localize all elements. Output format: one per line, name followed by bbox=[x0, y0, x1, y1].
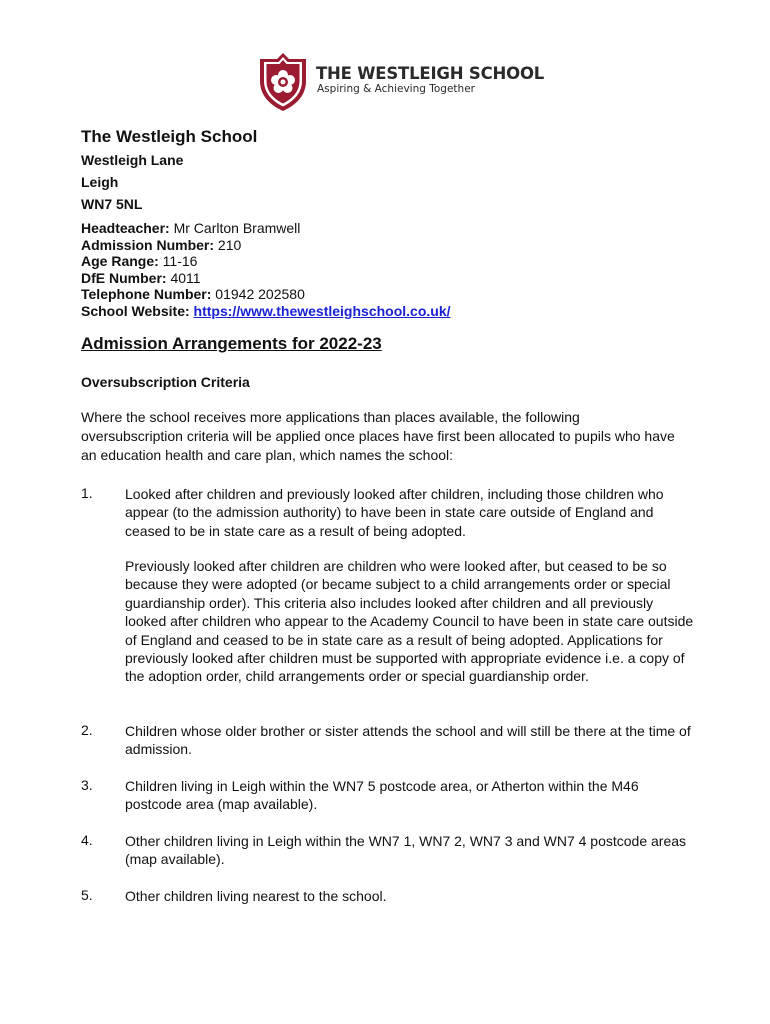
intro-paragraph: Where the school receives more applications than places available, the following oversubscription criteria will be applied once places have first been allocated to pupils who have an education health and care plan, which names the school: bbox=[81, 409, 675, 463]
website-label: School Website: bbox=[81, 302, 190, 319]
school-title: The Westleigh School bbox=[81, 127, 258, 146]
criterion-text: Children whose older brother or sister attends the school and will still be there at the time of admission. bbox=[125, 723, 691, 758]
school-logo bbox=[256, 51, 545, 113]
headteacher-label: Headteacher: bbox=[81, 220, 170, 236]
criterion-number: 1. bbox=[81, 485, 93, 501]
age-range-row bbox=[81, 253, 451, 270]
arrangements-title: Admission Arrangements for 2022-23 bbox=[81, 334, 382, 353]
criterion-text: Children living in Leigh within the WN7 5 postcode area, or Atherton within the M46 postcode area (map available). bbox=[125, 778, 639, 813]
headteacher-row bbox=[81, 220, 451, 237]
oversubscription-heading: Oversubscription Criteria bbox=[81, 374, 250, 390]
headteacher-value: Mr Carlton Bramwell bbox=[169, 220, 301, 236]
criterion-text: Other children living nearest to the school. bbox=[125, 888, 387, 904]
website-row bbox=[81, 303, 451, 320]
school-details bbox=[81, 220, 451, 319]
admission-number-label: Admission Number: bbox=[81, 236, 215, 253]
school-crest-icon bbox=[256, 51, 310, 113]
address-line-town: Leigh bbox=[81, 174, 119, 190]
logo-school-name: THE WESTLEIGH SCHOOL bbox=[316, 64, 545, 83]
criterion-number: 2. bbox=[81, 722, 93, 738]
criterion-text: Other children living in Leigh within the WN7 1, WN7 2, WN7 3 and WN7 4 postcode areas (map available). bbox=[125, 833, 687, 868]
telephone-row bbox=[81, 286, 451, 303]
criterion-number: 4. bbox=[81, 832, 93, 848]
dfe-number-label: DfE Number: bbox=[81, 269, 167, 286]
dfe-number-value: 4011 bbox=[166, 269, 201, 286]
criterion-extra-text: Previously looked after children are children who were looked after, but ceased to be so because they were adopted (or became subject to a child arrangements order or special guardianship order). This criteria also includes looked after children and all previously looked after children who appear to the Academy Council to have been in state care outside of England and ceased to be in state care as a result of being adopted. Applications for previously looked after children must be supported with appropriate evidence i.e. a copy of the adoption order, child arrangements order or special guardianship order. bbox=[125, 558, 694, 685]
age-range-label: Age Range: bbox=[81, 253, 159, 269]
criterion-number: 3. bbox=[81, 777, 93, 793]
telephone-label: Telephone Number: bbox=[81, 286, 212, 302]
age-range-value: 11-16 bbox=[158, 253, 198, 269]
criterion-text: Looked after children and previously looked after children, including those children who appear (to the admission authority) to have been in state care outside of England and ceased to be in state care as a result of being adopted. bbox=[125, 486, 664, 539]
criterion-number: 5. bbox=[81, 887, 93, 903]
address-line-street: Westleigh Lane bbox=[81, 152, 184, 168]
admission-number-row bbox=[81, 237, 451, 254]
dfe-number-row bbox=[81, 270, 451, 287]
website-link[interactable]: https://www.thewestleighschool.co.uk/ bbox=[193, 302, 451, 319]
logo-tagline: Aspiring & Achieving Together bbox=[317, 83, 475, 95]
admission-number-value: 210 bbox=[214, 236, 242, 253]
telephone-value: 01942 202580 bbox=[211, 286, 305, 302]
address-line-postcode: WN7 5NL bbox=[81, 196, 143, 212]
